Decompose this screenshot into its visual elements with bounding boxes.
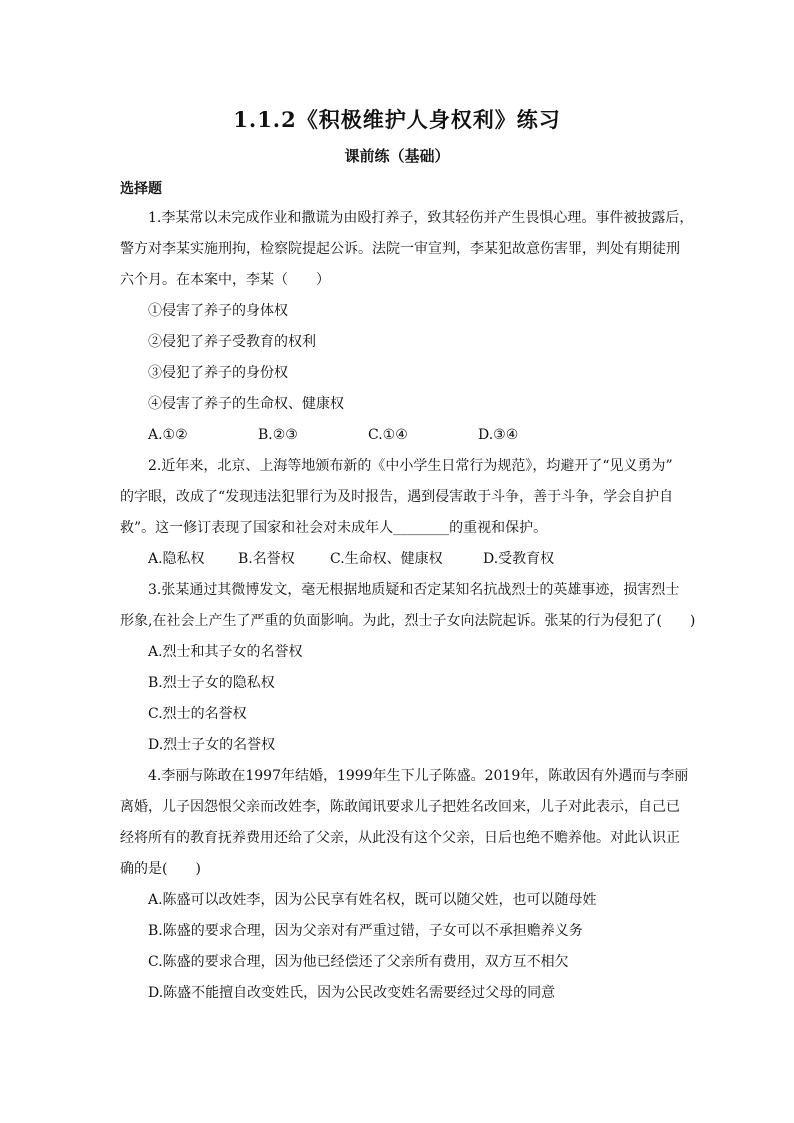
q4-option-c: C.陈盛的要求合理，因为他已经偿还了父亲所有费用，双方互不相欠 [148,954,569,970]
q3-option-a: A.烈士和其子女的名誉权 [148,644,303,660]
q2-choice-c: C.生命权、健康权 [330,551,443,567]
page-title: 1.1.2《积极维护人身权利》练习 [233,107,561,132]
q4-stem-line: 确的是( ) [120,861,201,877]
q2-choice-d: D.受教育权 [483,551,555,567]
q3-stem-line: 3.张某通过其微博发文，毫无根据地质疑和否定某知名抗战烈士的英雄事迹，损害烈士 [148,582,680,598]
q3-stem-line: 形象,在社会上产生了严重的负面影响。为此，烈士子女向法院起诉。张某的行为侵犯了( ) [120,613,696,629]
q2-choice-a: A.隐私权 [148,551,205,567]
q1-choice-c: C.①④ [368,427,408,443]
q3-option-d: D.烈士子女的名誉权 [148,737,276,753]
q2-choice-b: B.名誉权 [238,551,295,567]
q1-item: ③侵犯了养子的身份权 [148,365,288,381]
q1-item: ①侵害了养子的身体权 [148,303,288,319]
q1-item: ④侵害了养子的生命权、健康权 [148,396,344,412]
q1-choice-a: A.①② [148,427,188,443]
q4-stem-line: 离婚，儿子因怨恨父亲而改姓李，陈敢闻讯要求儿子把姓名改回来，儿子对此表示，自己已 [120,799,680,815]
q4-stem-line: 经将所有的教育抚养费用还给了父亲，从此没有这个父亲，日后也绝不赡养他。对此认识正 [120,830,680,846]
q4-option-a: A.陈盛可以改姓李，因为公民享有姓名权，既可以随父姓，也可以随母姓 [148,892,597,908]
page-subtitle: 课前练（基础） [344,147,450,165]
q2-choices [120,544,676,575]
q1-stem-line: 警方对李某实施刑拘，检察院提起公诉。法院一审宣判，李某犯故意伤害罪，判处有期徒刑 [120,241,680,257]
q1-item: ②侵犯了养子受教育的权利 [148,334,316,350]
q1-choice-d: D.③④ [478,427,519,443]
q1-choice-b: B.②③ [258,427,298,443]
q2-stem-line: 救”。这一修订表现了国家和社会对未成年人________的重视和保护。 [120,520,548,536]
q1-stem-line: 1.李某常以未完成作业和撒谎为由殴打养子，致其轻伤并产生畏惧心理。事件被披露后， [148,210,694,226]
section-heading: 选择题 [120,181,162,197]
q4-option-d: D.陈盛不能擅自改变姓氏，因为公民改变姓名需要经过父母的同意 [148,985,556,1001]
q2-stem-line: 的字眼，改成了“发现违法犯罪行为及时报告，遇到侵害敢于斗争，善于斗争，学会自护自 [120,489,674,505]
q4-option-b: B.陈盛的要求合理，因为父亲对有严重过错，子女可以不承担赡养义务 [148,923,583,939]
q4-stem-line: 4.李丽与陈敢在1997年结婚，1999年生下儿子陈盛。2019年，陈敢因有外遇而与李丽 [148,768,689,784]
q1-choices [120,420,676,451]
question-list [120,203,696,1009]
q3-option-c: C.烈士的名誉权 [148,706,247,722]
q3-option-b: B.烈士子女的隐私权 [148,675,275,691]
q1-stem-line: 六个月。在本案中，李某（ ） [120,272,330,288]
q2-stem-line: 2.近年来，北京、上海等地颁布新的《中小学生日常行为规范》，均避开了“见义勇为” [148,458,673,474]
